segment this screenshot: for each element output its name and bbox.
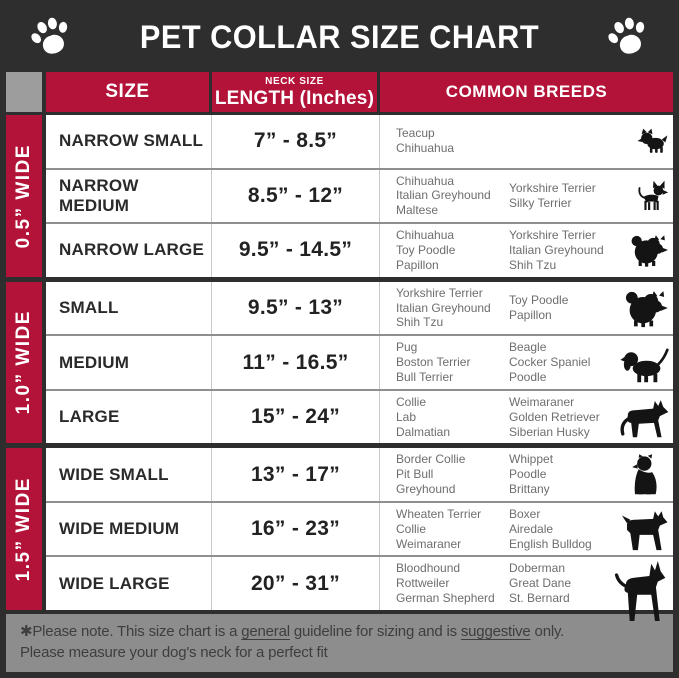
group-rows (46, 115, 673, 277)
breed-name: Boxer (509, 506, 541, 521)
footer-underlined-word: general (241, 623, 290, 640)
breed-name: Toy Poodle (509, 293, 569, 308)
collar-width-band (6, 448, 42, 610)
breeds-column-1 (396, 174, 509, 219)
breed-name: Golden Retriever (509, 409, 600, 424)
common-breeds-cell (380, 391, 673, 444)
breed-name: Bull Terrier (396, 369, 454, 384)
breed-name: Maltese (396, 203, 439, 218)
common-breeds-cell (380, 282, 673, 335)
collar-width-band (6, 115, 42, 277)
neck-size-value: 11” - 16.5” (212, 336, 380, 389)
footer-note (6, 614, 673, 672)
breeds-column-1 (396, 286, 509, 331)
yorkie-dog-icon (637, 128, 670, 155)
breed-name: St. Bernard (509, 591, 570, 606)
breed-name: Doberman (509, 561, 566, 576)
column-header-neck-size (212, 72, 377, 112)
pomeranian-dog-icon (629, 233, 670, 268)
spaniel-dog-icon (620, 343, 670, 383)
breed-name: Teacup (396, 126, 435, 141)
breed-name: Italian Greyhound (396, 188, 491, 203)
paw-print-icon (605, 15, 651, 59)
chihuahua-dog-icon (631, 179, 670, 212)
breeds-column-1 (396, 561, 509, 606)
table-row (46, 334, 673, 389)
breed-name: Silky Terrier (509, 195, 572, 210)
breeds-column-2 (509, 561, 611, 606)
breed-name: Airedale (509, 521, 554, 536)
breed-name: English Bulldog (509, 536, 592, 551)
group-rows (46, 282, 673, 444)
size-label: NARROW MEDIUM (46, 170, 212, 223)
table-row (46, 282, 673, 335)
breed-name: Yorkshire Terrier (396, 285, 483, 300)
footer-text: only. (530, 623, 565, 640)
neck-size-value: 13” - 17” (212, 448, 380, 501)
neck-size-value: 8.5” - 12” (212, 170, 380, 223)
neck-size-main-label: LENGTH (Inches) (214, 87, 375, 109)
table-row (46, 389, 673, 444)
breeds-column-1 (396, 228, 509, 273)
table-row (46, 448, 673, 501)
collar-width-group (6, 115, 673, 277)
breed-name: Boston Terrier (396, 355, 471, 370)
table-row (46, 168, 673, 223)
table-row (46, 555, 673, 610)
size-label: NARROW SMALL (46, 115, 212, 168)
breeds-column-2 (509, 228, 611, 273)
size-label: SMALL (46, 282, 212, 335)
breed-name: Whippet (509, 452, 554, 467)
breed-name: German Shepherd (396, 591, 495, 606)
boxer-dog-icon (616, 506, 670, 552)
pitbull-dog-icon (630, 453, 670, 497)
collar-width-group (6, 448, 673, 610)
breeds-column-2 (509, 293, 611, 323)
breed-name: Siberian Husky (509, 424, 590, 439)
breed-name: Yorkshire Terrier (509, 180, 596, 195)
corner-cell (6, 72, 42, 112)
breed-name: Bloodhound (396, 561, 461, 576)
size-label: LARGE (46, 391, 212, 444)
common-breeds-cell (380, 224, 673, 277)
breeds-column-1 (396, 340, 509, 385)
footer-text: ✱Please note. This size chart is a (20, 623, 242, 640)
breed-name: Shih Tzu (509, 257, 557, 272)
size-label: WIDE SMALL (46, 448, 212, 501)
breed-name: Chihuahua (396, 141, 455, 156)
breed-name: Toy Poodle (396, 242, 456, 257)
breed-name: Cocker Spaniel (509, 355, 591, 370)
common-breeds-cell (380, 170, 673, 223)
breed-name: Dalmatian (396, 424, 451, 439)
breed-name: Collie (396, 394, 427, 409)
neck-size-value: 16” - 23” (212, 503, 380, 556)
neck-size-value: 20” - 31” (212, 557, 380, 610)
paw-print-icon (28, 15, 74, 59)
common-breeds-cell (380, 336, 673, 389)
collar-width-label: 1.5” WIDE (13, 477, 34, 582)
shepherd-dog-icon (616, 395, 670, 440)
footer-text: guideline for sizing and is (289, 623, 461, 640)
common-breeds-cell (380, 503, 673, 556)
table-row (46, 501, 673, 556)
neck-size-value: 9.5” - 14.5” (212, 224, 380, 277)
neck-size-value: 9.5” - 13” (212, 282, 380, 335)
breed-name: Pug (396, 340, 418, 355)
collar-width-band (6, 282, 42, 444)
table-row (46, 222, 673, 277)
group-rows (46, 448, 673, 610)
collar-width-label: 1.0” WIDE (13, 310, 34, 415)
footer-note-line-1 (20, 621, 659, 642)
breeds-column-1 (396, 452, 509, 497)
breeds-column-2 (509, 340, 611, 385)
breed-name: Great Dane (509, 576, 572, 591)
breeds-column-1 (396, 507, 509, 552)
breeds-column-2 (509, 395, 611, 440)
common-breeds-cell (380, 448, 673, 501)
size-table-body (6, 115, 673, 610)
breed-name: Beagle (509, 340, 547, 355)
breeds-column-1 (396, 126, 509, 156)
size-label: MEDIUM (46, 336, 212, 389)
breed-name: Yorkshire Terrier (509, 228, 596, 243)
size-label: WIDE LARGE (46, 557, 212, 610)
footer-note-line-2: Please measure your dog's neck for a perfect fit (20, 644, 328, 661)
breed-name: Italian Greyhound (396, 300, 491, 315)
column-header-row (6, 72, 673, 112)
table-row (46, 115, 673, 168)
breed-name: Brittany (509, 482, 550, 497)
breed-name: Poodle (509, 369, 547, 384)
breed-name: Chihuahua (396, 173, 455, 188)
breed-name: Pit Bull (396, 467, 434, 482)
page-title: PET COLLAR SIZE CHART (139, 18, 540, 55)
common-breeds-cell (380, 115, 673, 168)
breed-name: Weimaraner (509, 394, 575, 409)
size-label: NARROW LARGE (46, 224, 212, 277)
breed-name: Lab (396, 409, 417, 424)
doberman-dog-icon (610, 556, 670, 624)
breed-name: Rottweiler (396, 576, 450, 591)
column-header-size: SIZE (46, 72, 209, 112)
collar-width-group (6, 282, 673, 444)
breed-name: Italian Greyhound (509, 242, 604, 257)
breed-name: Collie (396, 521, 427, 536)
neck-size-value: 15” - 24” (212, 391, 380, 444)
column-header-common-breeds: COMMON BREEDS (380, 72, 673, 112)
breed-name: Papillon (396, 257, 439, 272)
neck-size-value: 7” - 8.5” (212, 115, 380, 168)
breeds-column-2 (509, 507, 611, 552)
breeds-column-2 (509, 452, 611, 497)
size-label: WIDE MEDIUM (46, 503, 212, 556)
breeds-column-1 (396, 395, 509, 440)
neck-size-sub-label: NECK SIZE (265, 75, 324, 87)
breed-name: Wheaten Terrier (396, 506, 482, 521)
breed-name: Poodle (509, 467, 547, 482)
title-bar (6, 6, 673, 68)
common-breeds-cell (380, 557, 673, 610)
breed-name: Greyhound (396, 482, 456, 497)
breeds-column-2 (509, 181, 611, 211)
breed-name: Weimaraner (396, 536, 462, 551)
breed-name: Papillon (509, 307, 552, 322)
footer-underlined-word: suggestive (460, 623, 531, 640)
breed-name: Shih Tzu (396, 315, 444, 330)
collar-width-label: 0.5” WIDE (13, 143, 34, 248)
breed-name: Border Collie (396, 452, 466, 467)
spitz-dog-icon (623, 288, 670, 328)
breed-name: Chihuahua (396, 228, 455, 243)
